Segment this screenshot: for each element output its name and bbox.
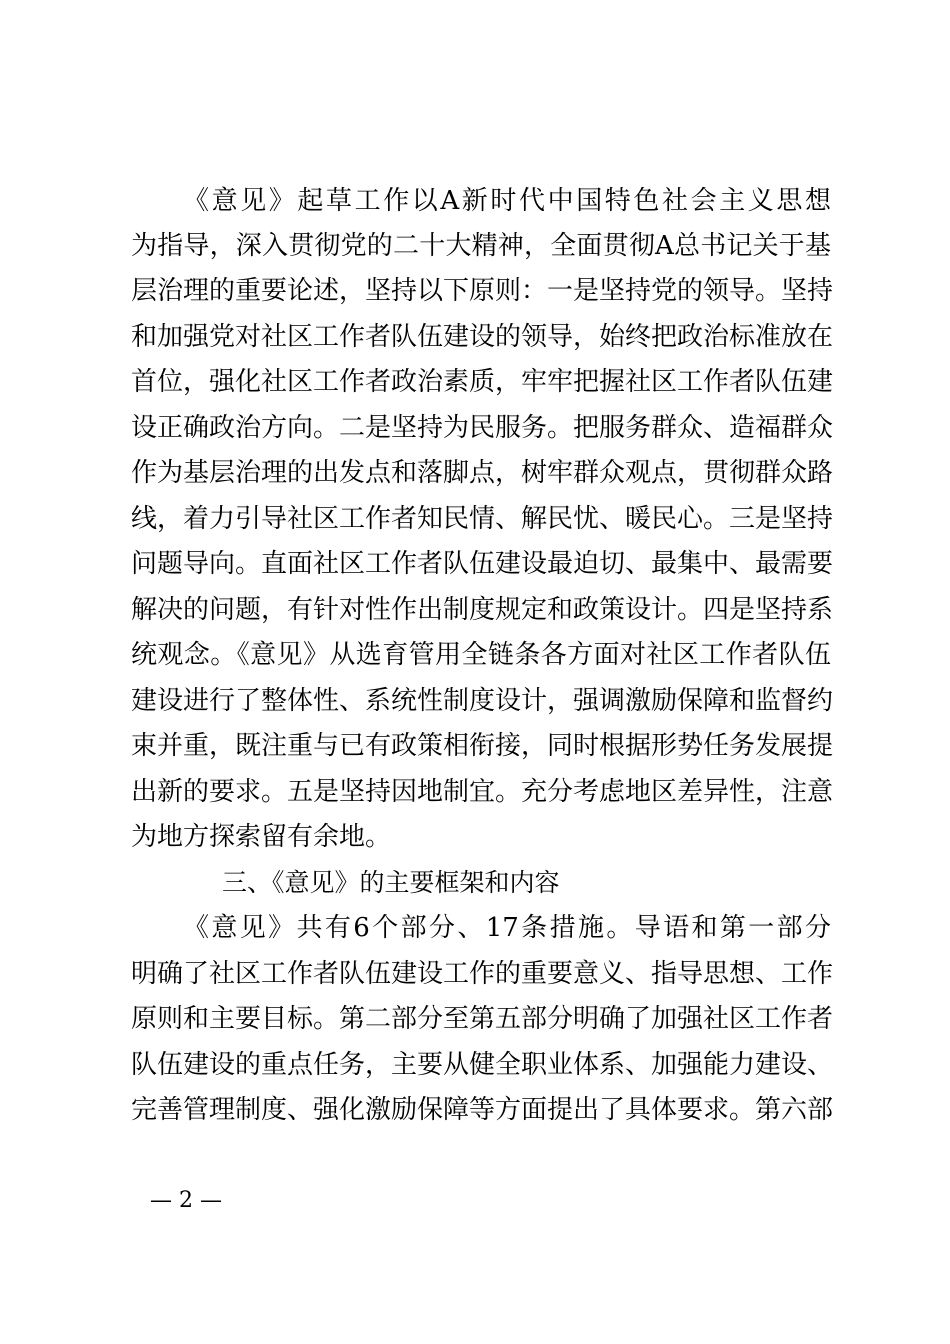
paragraph-2-line-3: 原则和主要目标。第二部分至第五部分明确了加强社区工作者 [131,1004,834,1034]
section-heading: 三、《意见》的主要框架和内容 [222,868,560,897]
paragraph-1-line-5: 首位，强化社区工作者政治素质，牢牢把握社区工作者队伍建 [131,367,834,397]
paragraph-1-line-11: 统观念。《意见》从选育管用全链条各方面对社区工作者队伍 [131,640,831,670]
paragraph-1-line-7: 作为基层治理的出发点和落脚点，树牢群众观点，贯彻群众路 [131,458,834,488]
paragraph-2-line-1: 《意见》共有6个部分、17条措施。导语和第一部分 [183,913,831,943]
paragraph-1-line-14: 出新的要求。五是坚持因地制宜。充分考虑地区差异性，注意 [131,777,834,807]
paragraph-1-line-10: 解决的问题，有针对性作出制度规定和政策设计。四是坚持系 [131,595,834,625]
paragraph-1-line-9: 问题导向。直面社区工作者队伍建设最迫切、最集中、最需要 [131,549,834,579]
page-number: — 2 — [150,1188,222,1213]
paragraph-1-line-12: 建设进行了整体性、系统性制度设计，强调激励保障和监督约 [131,686,834,716]
paragraph-2-line-4: 队伍建设的重点任务，主要从健全职业体系、加强能力建设、 [131,1050,834,1080]
paragraph-1-line-2: 为指导，深入贯彻党的二十大精神，全面贯彻A总书记关于基 [131,231,831,261]
paragraph-1-line-13: 束并重，既注重与已有政策相衔接，同时根据形势任务发展提 [131,731,834,761]
paragraph-1-line-3: 层治理的重要论述，坚持以下原则：一是坚持党的领导。坚持 [131,276,834,306]
paragraph-2-line-5: 完善管理制度、强化激励保障等方面提出了具体要求。第六部 [131,1095,834,1125]
paragraph-1-line-8: 线，着力引导社区工作者知民情、解民忧、暖民心。三是坚持 [131,504,834,534]
paragraph-1-line-4: 和加强党对社区工作者队伍建设的领导，始终把政治标准放在 [131,322,834,352]
paragraph-1-line-15: 为地方探索留有余地。 [131,822,392,852]
paragraph-1-line-6: 设正确政治方向。二是坚持为民服务。把服务群众、造福群众 [131,413,834,443]
paragraph-1-line-1: 《意见》起草工作以A新时代中国特色社会主义思想 [183,186,831,216]
paragraph-2-line-2: 明确了社区工作者队伍建设工作的重要意义、指导思想、工作 [131,959,834,989]
